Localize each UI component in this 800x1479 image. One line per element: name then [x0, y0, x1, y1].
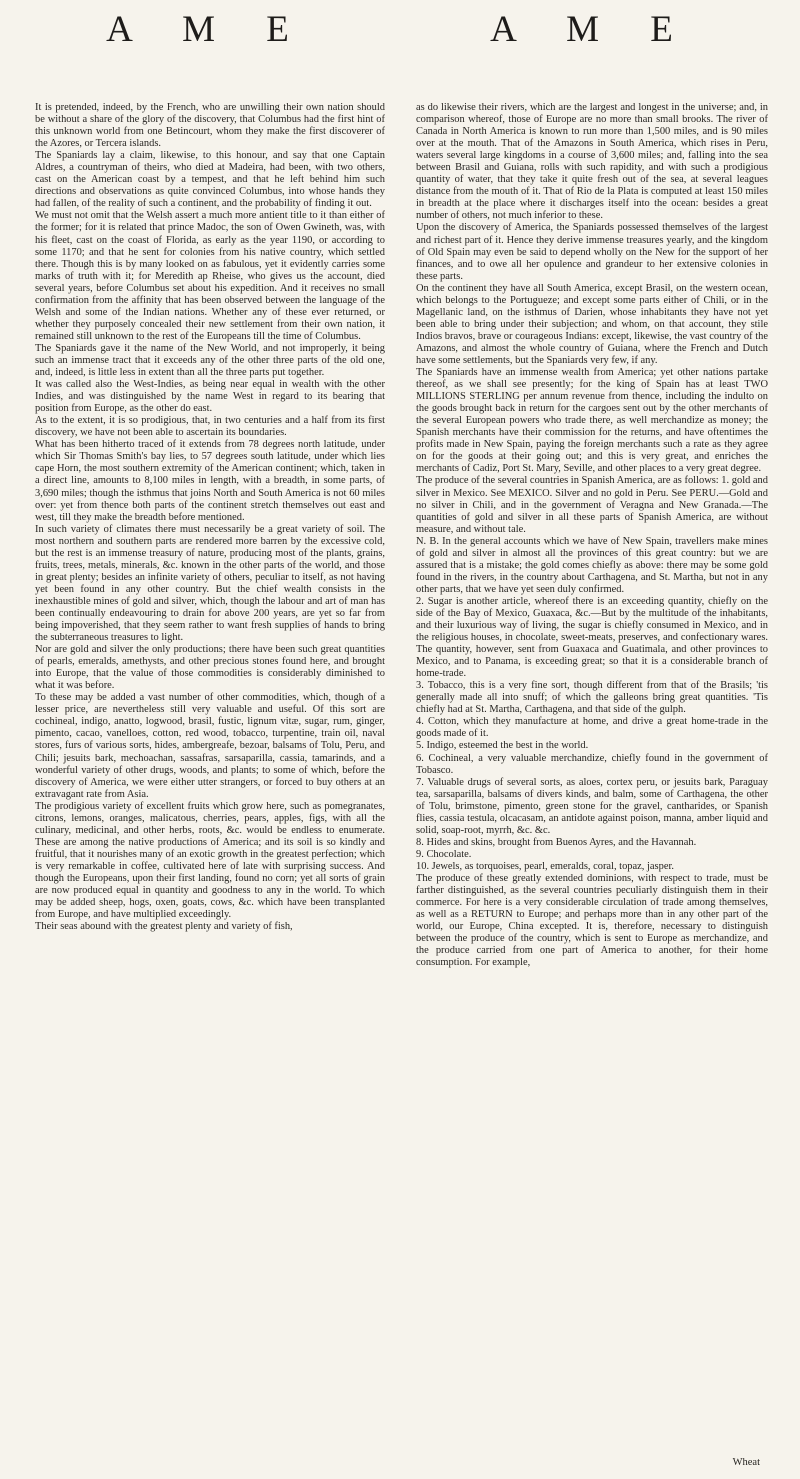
paragraph: Nor are gold and silver the only productions; there have been such great quantities of pearls, emeralds, amethysts, and other precious stones found here, and brought into Europe, that the value of those commodities is considerably diminished to what it was before.	[35, 644, 385, 692]
paragraph: In such variety of climates there must necessarily be a great variety of soil. The most northern and southern parts are rendered more barren by the excessive cold, but the rest is an immense treasury of nature, producing most of the plants, grains, fruits, trees, metals, minerals, &c. known in the other parts of the world, and those in great plenty; besides an infinite variety of others, peculiar to itself, as not having yet been found in any other country. But the chief wealth consists in the inexhaustible mines of gold and silver, which, though the labour and art of man has been continually endeavouring to drain for above 200 years, are yet so far from being impoverished, that they seem rather to want fresh supplies of hands to bring the subterraneous treasures to light.	[35, 523, 385, 644]
paragraph: 10. Jewels, as torquoises, pearl, emeralds, coral, topaz, jasper.	[416, 860, 674, 872]
paragraph: 3. Tobacco, this is a very fine sort, though different from that of the Brasils; 'tis generally made all into snuff; of which the galleons bring great quantities. 'Tis chiefly had at St. Martha, Carthagena, and that side of the gulph.	[416, 680, 768, 716]
paragraph: 2. Sugar is another article, whereof there is an exceeding quantity, chiefly on the side of the Bay of Mexico, Guaxaca, &c.—But by the multitude of the inhabitants, and their luxurious way of living, the sugar is chiefly consumed in Mexico, and in the religious houses, in chocolate, sweet-meats, preserves, and confectionary wares. The quantity, however, sent from Guaxaca and Guatimala, and other provinces to Mexico, and to Panama, is exceeding great; so that it is a considerable branch of home-trade.	[416, 595, 768, 680]
paragraph: The produce of these greatly extended dominions, with respect to trade, must be farther distinguished, as the several countries peculiarly distinguish them in their commerce. For here is a very considerable circulation of trade among themselves, as well as a RETURN to Europe; and perhaps more than in any other part of the world, our Europe, China excepted. It is, therefore, necessary to distinguish between the produce of the country, which is sent to Europe as merchandize, and the produce carried from one part of America to another, for their home consumption. For example,	[416, 873, 768, 969]
paragraph: Their seas abound with the greatest plenty and variety of fish,	[35, 921, 293, 933]
paragraph: Upon the discovery of America, the Spaniards possessed themselves of the largest and richest part of it. Hence they derive immense treasures yearly, and the kingdom of Old Spain may even be said to depend wholly on the New for the support of her finances, and to owe all her opulence and grandeur to her extensive colonies in these parts.	[416, 222, 768, 282]
paragraph: The produce of the several countries in Spanish America, are as follows: 1. gold and silver in Mexico. See MEXICO. Silver and no gold in Peru. See PERU.—Gold and no silver in Chili, and in the government of Veragna and New Granada.—The quantities of gold and silver in all these parts of Spanish America, are without measure, and without tale.	[416, 475, 768, 535]
paragraph: It was called also the West-Indies, as being near equal in wealth with the other Indies, and was distinguished by the name West in regard to its bearing that position from Europe, as the other do east.	[35, 379, 385, 415]
paragraph: 4. Cotton, which they manufacture at home, and drive a great home-trade in the goods made of it.	[416, 716, 768, 740]
paragraph: 8. Hides and skins, brought from Buenos Ayres, and the Havannah.	[416, 836, 697, 848]
paragraph: We must not omit that the Welsh assert a much more antient title to it than either of the former; for it is related that prince Madoc, the son of Owen Gwineth, was, with his fleet, cast on the coast of Florida, as early as the year 1190, or according to some 1170; and that he sent for colonies from his native country, which settled there. Though this is by many looked on as fabulous, yet it evidently carries some marks of truth with it; for Meredith ap Rheise, who gives us the account, died several years, before Columbus set about his expedition. And it receives no small confirmation from the affinity that has been observed between the language of the Welsh and some of the Indian nations. Whether any of these ever returned, or whether they purposely concealed their new settlement from their own nation, it remained still unknown to the rest of the Europeans till the time of Columbus.	[35, 210, 385, 342]
paragraph: N. B. In the general accounts which we have of New Spain, travellers make mines of gold and silver in almost all the provinces of this great country: but we are assured that is a mistake; the gold comes chiefly as above: there may be some gold found in the rivers, in the country about Carthagena, and St. Martha, but not in any other parts, that we have yet seen duly confirmed.	[416, 535, 768, 595]
paragraph: The Spaniards have an immense wealth from America; yet other nations partake thereof, as we shall see presently; for the king of Spain has at least TWO MILLIONS STERLING per annum revenue from thence, including the indulto on the goods brought back in return for the cargoes sent out by the other merchants of the several European powers who trade there, as well merchandize as money; the Spanish merchants have their commission for the returns, and have oftentimes the profits made in New Spain, paying the foreign merchants such a rate as they agree on for the goods at their going out; and this is very great, and enriches the merchants of Cadiz, Port St. Mary, Seville, and other places to a very great degree.	[416, 367, 768, 475]
paragraph: 5. Indigo, esteemed the best in the world.	[416, 740, 589, 752]
paragraph: The Spaniards gave it the name of the New World, and not improperly, it being such an immense tract that it exceeds any of the other three parts of the old one, and, indeed, is little less in extent than all the three parts put together.	[35, 342, 385, 379]
paragraph: 9. Chocolate.	[416, 848, 472, 860]
paragraph: The Spaniards lay a claim, likewise, to this honour, and say that one Captain Aldres, a countryman of theirs, who died at Madeira, had been, with two others, cast on the American coast by a tempest, and that he left behind him such directions and observations as quite convinced Columbus, into whose hands they had fallen, of the reality of such a continent, and the probability of finding it out.	[35, 150, 385, 210]
paragraph: 7. Valuable drugs of several sorts, as aloes, cortex peru, or jesuits bark, Paraguay tea, sarsaparilla, balsams of divers kinds, and balm, some of Carthagena, the other of Tolu, brimstone, pimento, green stone for the gravel, cantharides, or Spanish flies, cassia testula, olcacasam, an antidote against poison, manna, amber liquid and solid, soap-root, myrrh, &c. &c.	[416, 776, 768, 836]
paragraph: What has been hitherto traced of it extends from 78 degrees north latitude, under which Sir Thomas Smith's bay lies, to 57 degrees south latitude, under which lies cape Horn, the most southern extremity of the American continent; which, taken in a direct line, amounts to 8,100 miles in length, with a breadth, in some parts, of 3,690 miles; though the isthmus that joins North and South America is not 60 miles over: yet from thence both parts of the continent stretch themselves out east and west, till they make the breadth before mentioned.	[35, 439, 385, 523]
left-column	[35, 102, 385, 933]
paragraph: as do likewise their rivers, which are the largest and longest in the universe; and, in comparison whereof, those of Europe are no more than small brooks. The river of Canada in North America is known to run more than 1,500 miles, and is 90 miles over at the mouth. That of the Amazons in South America, which rises in Peru, waters several large kingdoms in a course of 3,600 miles; and, falling into the sea between Brasil and Guiana, rolls with such rapidity, and with such a prodigious quantity of water, that they take it quite fresh out of the sea, at several leagues distance from the mouth of it. That of Rio de la Plata is computed at least 150 miles in breadth at the place where it discharges itself into the ocean: besides a great number of others, not much inferior to these.	[416, 102, 768, 222]
running-head-right: A M E	[490, 9, 694, 50]
paragraph: 6. Cochineal, a very valuable merchandize, chiefly found in the government of Tobasco.	[416, 752, 768, 776]
paragraph: As to the extent, it is so prodigious, that, in two centuries and a half from its first discovery, we have not been able to ascertain its boundaries.	[35, 415, 385, 439]
paragraph: It is pretended, indeed, by the French, who are unwilling their own nation should be without a share of the glory of the discovery, that Columbus had the first hint of this unknown world from one Betincourt, whom they make the first discoverer of the Azores, or Tercera islands.	[35, 102, 385, 150]
right-column	[416, 102, 768, 969]
paragraph: On the continent they have all South America, except Brasil, on the western ocean, which belongs to the Portugueze; and except some parts either of Chili, or in the Magellanic land, on the isthmus of Darien, whose inhabitants they have not yet been able to bring under their subjection; and whom, on that account, they stile Indios bravos, brave or courageous Indians: except, likewise, the vast country of the Amazons, and almost the whole country of Guiana, where the French and Dutch have some settlements, but the Spaniards very few, if any.	[416, 282, 768, 366]
running-head-left: A M E	[106, 9, 310, 50]
paragraph: The prodigious variety of excellent fruits which grow here, such as pomegranates, citrons, lemons, oranges, malicatous, cherries, pears, apples, figs, with all the culinary, medicinal, and other herbs, roots, &c. would be endless to enumerate. These are among the native productions of America; and its soil is so kindly and fruitful, that it nourishes many of an exotic growth in the greatest perfection; which is very remarkable in coffee, cultivated here of late with surprising success. And though the Europeans, upon their first landing, found no corn; yet all sorts of grain are now produced equal in quantity and goodness to any in the world. To which may be added sheep, hogs, oxen, goats, cows, &c. which have been transplanted from Europe, and have multiplied exceedingly.	[35, 800, 385, 921]
paragraph: To these may be added a vast number of other commodities, which, though of a lesser price, are nevertheless still very valuable and useful. Of this sort are cochineal, indigo, anatto, logwood, brasil, fustic, lignum vitæ, sugar, rum, ginger, pimento, cacao, vanelloes, cotton, red wood, tobacco, turpentine, train oil, naval stores, furs of various sorts, hides, ambergreafe, bezoar, balsams of Tolu, Peru, and Chili; jesuits bark, mechoachan, sassafras, sarsaparilla, cassia, tamarinds, and a wonderful variety of other drugs, woods, and plants; to some of which, before the discovery of America, we were either utter strangers, or forced to buy others at an extravagant rate from Asia.	[35, 692, 385, 800]
catchword: Wheat	[732, 1457, 760, 1468]
